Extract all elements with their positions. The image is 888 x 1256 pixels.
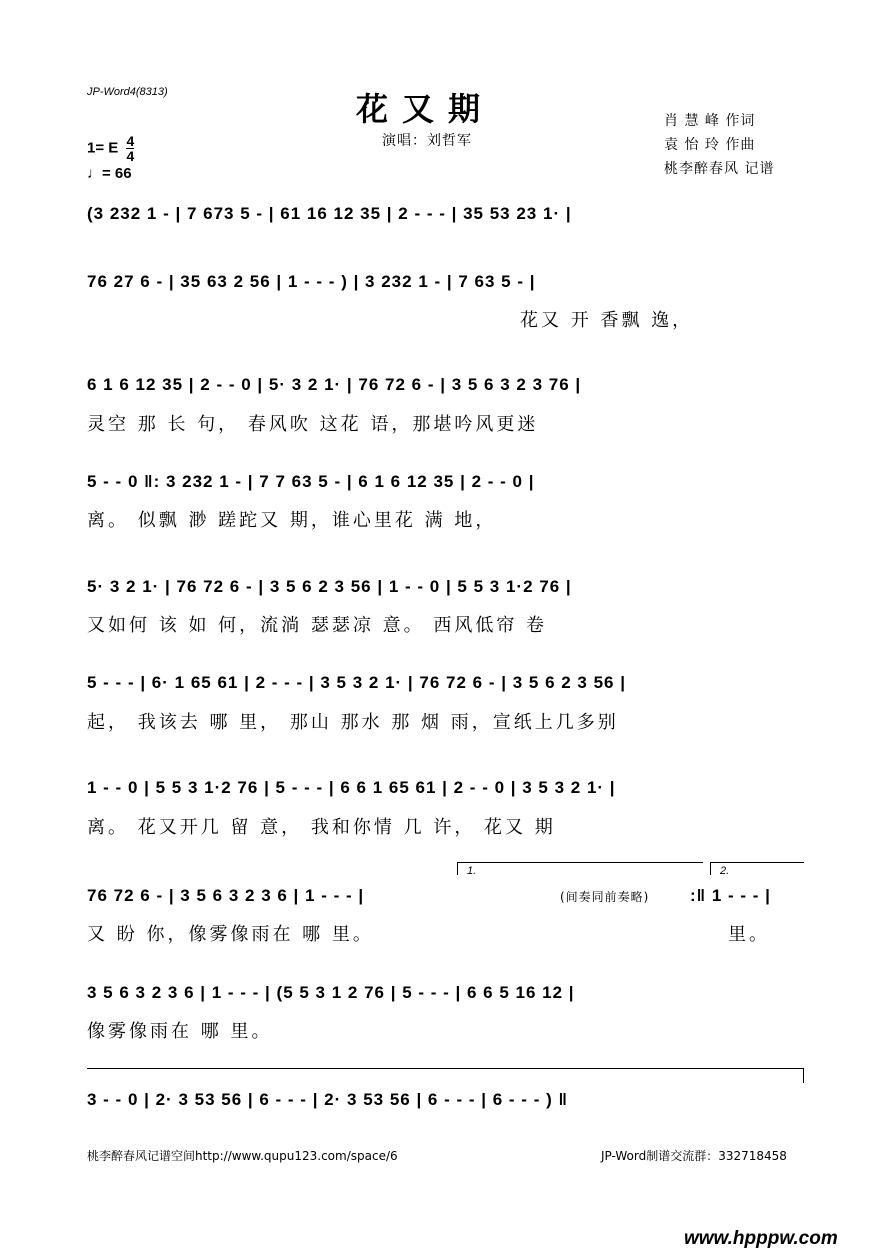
singer-credit: 演唱：刘哲军 — [382, 133, 472, 149]
transcriber-credit: 桃李醉春风 记谱 — [664, 161, 775, 177]
lyricist-credit: 肖 慧 峰 作词 — [664, 113, 756, 129]
score-system-8: 76 72 6 - | 3 5 6 3 2 3 6 | 1 - - - | — [87, 886, 365, 905]
score-system-9: 3 5 6 3 2 3 6 | 1 - - - | (5 5 3 1 2 76 | 5 - - - | 6 6 5 16 12 | — [87, 983, 575, 1002]
score-system-2: 76 27 6 - | 35 63 2 56 | 1 - - - ) | 3 232 1 - | 7 63 5 - | — [87, 272, 536, 291]
score-system-4: 5 - - 0 ‖: 3 232 1 - | 7 7 63 5 - | 6 1 6 12 35 | 2 - - 0 | — [87, 472, 535, 491]
score-system-10: 3 - - 0 | 2· 3 53 56 | 6 - - - | 2· 3 53 56 | 6 - - - | 6 - - - ) ‖ — [87, 1090, 568, 1109]
lyrics-line-7: 离。 花又开几 留 意， 我和你情 几 许， 花又 期 — [87, 817, 556, 838]
time-signature-bottom: 4 — [126, 148, 135, 164]
score-system-8-ending: :‖ 1 - - - | — [690, 886, 771, 905]
lyrics-line-4: 离。 似飘 渺 蹉跎又 期，谁心里花 满 地， — [87, 510, 497, 531]
time-signature-top: 4 — [126, 133, 135, 149]
tempo-marking — [87, 165, 132, 182]
lyrics-line-8: 又 盼 你，像雾像雨在 哪 里。 — [87, 924, 374, 945]
ending-label-2: 2. — [720, 865, 730, 877]
software-tag: JP-Word4(8313) — [87, 86, 168, 98]
score-system-7: 1 - - 0 | 5 5 3 1·2 76 | 5 - - - | 6 6 1 65 61 | 2 - - 0 | 3 5 3 2 1· | — [87, 778, 616, 797]
tempo-value: = 66 — [102, 165, 132, 182]
lyrics-line-5: 又如何 该 如 何，流淌 瑟瑟凉 意。 西风低帘 卷 — [87, 615, 548, 636]
composer-credit: 袁 怡 玲 作曲 — [664, 137, 756, 153]
score-system-3: 6 1 6 12 35 | 2 - - 0 | 5· 3 2 1· | 76 72 6 - | 3 5 6 3 2 3 76 | — [87, 375, 582, 394]
score-system-1: (3 232 1 - | 7 673 5 - | 61 16 12 35 | 2 - - - | 35 53 23 1· | — [87, 204, 572, 223]
time-signature — [126, 134, 134, 163]
quarter-note-icon: ♩ — [87, 165, 102, 182]
key-label: 1= E — [87, 139, 119, 157]
lyrics-line-3: 灵空 那 长 句， 春风吹 这花 语，那堪吟风更迷 — [87, 414, 539, 435]
ending-label-1: 1. — [467, 865, 477, 877]
song-title: 花又期 — [356, 90, 495, 128]
interlude-note: (间奏同前奏略) — [560, 890, 650, 904]
ending-bracket-1 — [457, 862, 703, 875]
score-system-5: 5· 3 2 1· | 76 72 6 - | 3 5 6 2 3 56 | 1 - - 0 | 5 5 3 1·2 76 | — [87, 577, 572, 596]
footer-group: JP-Word制谱交流群：332718458 — [601, 1149, 787, 1163]
coda-bracket — [87, 1068, 804, 1083]
lyrics-line-8-ending: 里。 — [728, 924, 770, 945]
score-system-6: 5 - - - | 6· 1 65 61 | 2 - - - | 3 5 3 2 1· | 76 72 6 - | 3 5 6 2 3 56 | — [87, 673, 626, 692]
lyrics-line-2: 花又 开 香飘 逸， — [520, 310, 694, 331]
lyrics-line-9: 像雾像雨在 哪 里。 — [87, 1021, 273, 1042]
footer-website: 桃李醉春风记谱空间http://www.qupu123.com/space/6 — [87, 1149, 398, 1163]
watermark-logo: www.hpppw.com — [684, 1228, 838, 1249]
key-signature — [87, 134, 134, 163]
lyrics-line-6: 起， 我该去 哪 里， 那山 那水 那 烟 雨，宣纸上几多别 — [87, 712, 619, 733]
